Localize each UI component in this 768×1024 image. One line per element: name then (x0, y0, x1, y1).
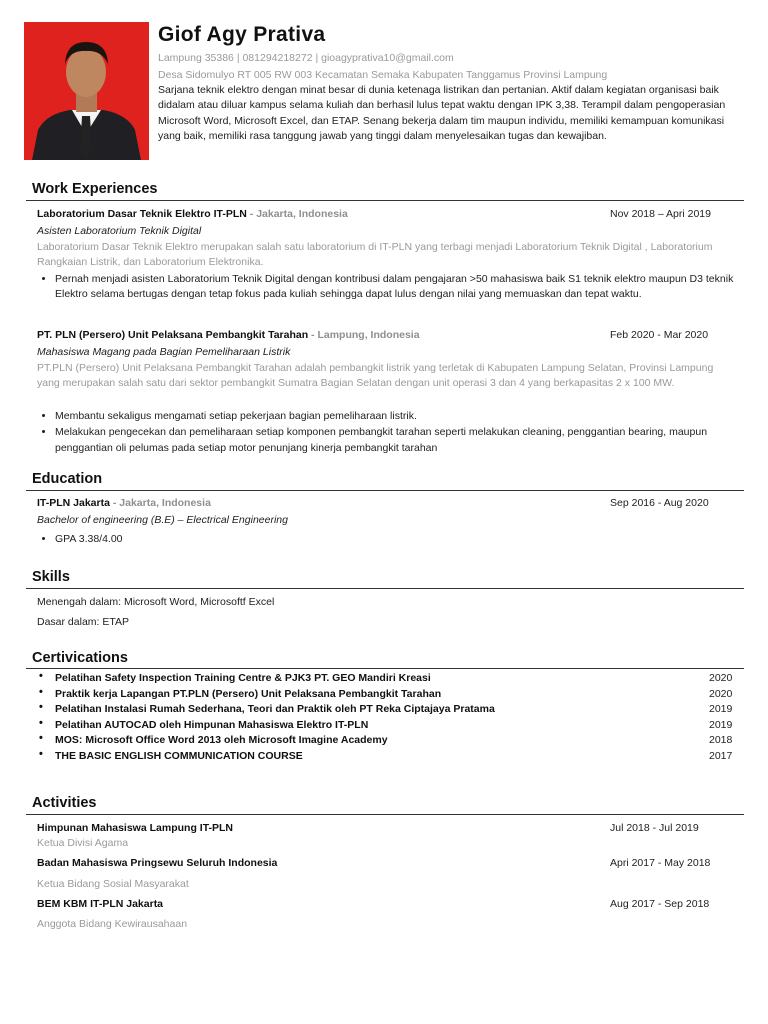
section-divider (26, 588, 744, 589)
certification-item (55, 749, 745, 765)
education-bullets (37, 532, 755, 548)
section-title-activities: Activities (32, 795, 97, 811)
certification-item (55, 733, 745, 749)
certification-year: 2019 (709, 703, 733, 716)
section-divider (26, 668, 744, 669)
certification-list (37, 671, 745, 765)
section-title-work: Work Experiences (32, 181, 158, 197)
section-title-skills: Skills (32, 569, 70, 585)
work-entry-title (37, 208, 348, 220)
section-title-education: Education (32, 471, 103, 487)
work-bullet: • Membantu sekaligus mengamati setiap pekerjaan bagian pemeliharaan listrik. (55, 409, 755, 424)
certification-item (55, 671, 745, 687)
certification-name: Pelatihan Instalasi Rumah Sederhana, Teori dan Praktik oleh PT Reka Ciptajaya Pratama (55, 703, 495, 716)
education-location: - Jakarta, Indonesia (109, 497, 211, 509)
work-date: Feb 2020 - Mar 2020 (610, 329, 709, 341)
work-org: PT. PLN (Persero) Unit Pelaksana Pembangkit Tarahan (37, 329, 309, 341)
contact-line: Lampung 35386 | 081294218272 | gioagyprativa10@gmail.com (158, 52, 454, 64)
certification-name: Pelatihan AUTOCAD oleh Himpunan Mahasiswa Elektro IT-PLN (55, 718, 369, 731)
skill-item: Menengah dalam: Microsoft Word, Microsoftf Excel (37, 596, 275, 608)
activity-date: Apri 2017 - May 2018 (610, 857, 711, 869)
work-bullet: • Pernah menjadi asisten Laboratorium Teknik Digital dengan kontribusi dalam pengajaran >50 mahasiswa baik S1 teknik elektro maupun D3 teknik Elektro selama bertugas dengan tetap fokus pada kuliah sehingga dapat lulus dengan nilai yang memuaskan dan tepat waktu. (55, 272, 755, 303)
certification-name: Praktik kerja Lapangan PT.PLN (Persero) Unit Pelaksana Pembangkit Tarahan (55, 687, 442, 700)
activity-role: Ketua Bidang Sosial Masyarakat (37, 878, 189, 890)
education-school: IT-PLN Jakarta (37, 497, 110, 509)
certification-name: THE BASIC ENGLISH COMMUNICATION COURSE (55, 749, 303, 762)
candidate-name: Giof Agy Prativa (158, 23, 326, 46)
profile-photo (24, 22, 149, 160)
section-divider (26, 200, 744, 201)
activity-org: Himpunan Mahasiswa Lampung IT-PLN (37, 822, 234, 834)
work-bullets (37, 409, 755, 457)
activity-date: Jul 2018 - Jul 2019 (610, 822, 699, 834)
certification-year: 2017 (709, 749, 733, 762)
work-date: Nov 2018 – Apri 2019 (610, 208, 711, 220)
activity-org: Badan Mahasiswa Pringsewu Seluruh Indonesia (37, 857, 278, 869)
work-entry-title (37, 329, 420, 341)
certification-year: 2018 (709, 734, 733, 747)
address-line: Desa Sidomulyo RT 005 RW 003 Kecamatan Semaka Kabupaten Tanggamus Provinsi Lampung (158, 69, 608, 81)
work-role: Mahasiswa Magang pada Bagian Pemeliharaan Listrik (37, 346, 291, 358)
section-divider (26, 814, 744, 815)
activity-org: BEM KBM IT-PLN Jakarta (37, 898, 164, 910)
work-location: - Jakarta, Indonesia (246, 208, 348, 220)
work-location: - Lampung, Indonesia (308, 329, 420, 341)
work-bullet: • Melakukan pengecekan dan pemeliharaan setiap komponen pembangkit tarahan seperti melakukan cleaning, penggantian bearing, maupun penggantian oli pelumas pada setiap motor penunjang kinerja pembangkit tarahan (55, 425, 755, 456)
certification-year: 2019 (709, 718, 733, 731)
skill-item: Dasar dalam: ETAP (37, 616, 130, 628)
work-org: Laboratorium Dasar Teknik Elektro IT-PLN (37, 208, 247, 220)
work-description: PT.PLN (Persero) Unit Pelaksana Pembangkit Tarahan adalah pembangkit listrik yang terletak di Kabupaten Lampung Selatan, Provinsi Lampung yang merupakan salah satu dari sektor pembangkit Sumatra Bagian Selatan dengan unit operasi 3 dan 4 yang berkapasitas 2 x 100 MW. (37, 362, 714, 390)
work-description: Laboratorium Dasar Teknik Elektro merupakan salah satu laboratorium di IT-PLN yang terbagi menjadi Laboratorium Teknik Digital , Laboratorium Rangkaian Listrik, dan Laboratorium Elektronika. (37, 241, 713, 269)
section-title-certifications: Certivications (32, 650, 128, 666)
certification-year: 2020 (709, 672, 733, 684)
work-role: Asisten Laboratorium Teknik Digital (37, 225, 202, 237)
section-divider (26, 490, 744, 491)
certification-item (55, 718, 745, 734)
education-degree: Bachelor of engineering (B.E) – Electrical Engineering (37, 514, 288, 526)
work-bullets (37, 272, 755, 304)
certification-year: 2020 (709, 687, 733, 700)
education-gpa: • GPA 3.38/4.00 (55, 532, 755, 547)
education-entry-title (37, 497, 211, 509)
profile-summary: Sarjana teknik elektro dengan minat besar di dunia ketenaga listrikan dan pertanian. Aktif dalam kegiatan organisasi baik didalam atau diluar kampus selama kuliah dan berhasil lulus tepat waktu dengan IPK 3,38. Terampil dalam pengoperasian Microsoft Word, Microsoft Excel, dan ETAP. Senang bekerja dalam tim maupun individu, memiliki kemampuan komunikasi yang baik, memiliki rasa tanggung jawab yang tinggi dalam menyelesaikan tugas dan kewajiban. (158, 84, 726, 143)
certification-name: MOS: Microsoft Office Word 2013 oleh Microsoft Imagine Academy (55, 734, 388, 747)
activity-date: Aug 2017 - Sep 2018 (610, 898, 710, 910)
certification-name: Pelatihan Safety Inspection Training Centre & PJK3 PT. GEO Mandiri Kreasi (55, 672, 431, 684)
education-date: Sep 2016 - Aug 2020 (610, 497, 709, 509)
certification-item (55, 702, 745, 718)
activity-role: Anggota Bidang Kewirausahaan (37, 918, 188, 930)
activity-role: Ketua Divisi Agama (37, 837, 129, 849)
certification-item (55, 687, 745, 703)
